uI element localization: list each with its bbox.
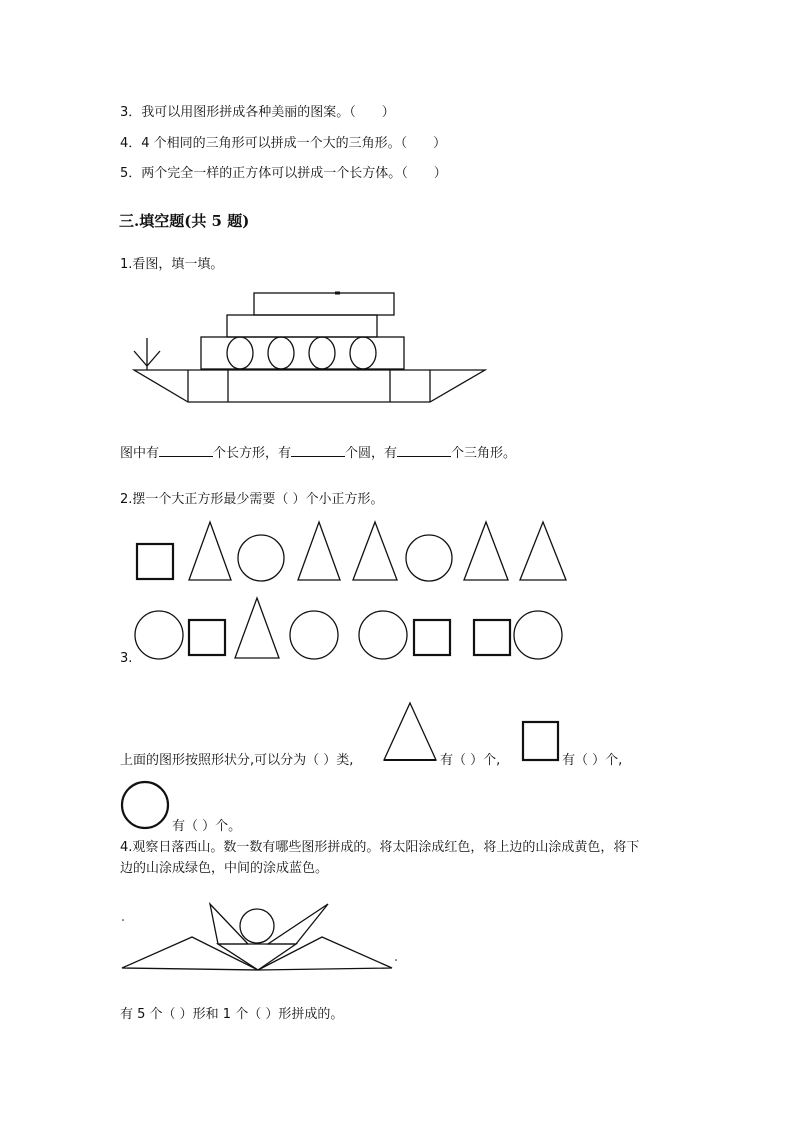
boat-figure xyxy=(130,288,490,408)
q1-text-3: 个圆，有 xyxy=(345,446,398,461)
square-icon xyxy=(521,720,561,764)
q1-fill-line xyxy=(120,444,516,462)
q1-text-4: 个三角形。 xyxy=(451,446,517,461)
triangle-icon xyxy=(384,700,440,764)
circle-icon xyxy=(120,780,172,832)
q3-text-a: 上面的图形按照形状分,可以分为（ ）类, xyxy=(120,753,354,768)
q3-shapes-row-1 xyxy=(130,518,580,588)
q3-text-b: 有（ ）个, xyxy=(440,753,501,768)
sunset-figure xyxy=(118,896,408,976)
judgement-item-3: 3．我可以用图形拼成各种美丽的图案。（ ） xyxy=(120,105,395,120)
q3-number: 3. xyxy=(120,651,133,666)
q1-blank-triangles[interactable] xyxy=(397,444,451,457)
q4-prompt-line-2: 边的山涂成绿色，中间的涂成蓝色。 xyxy=(120,861,329,876)
q1-blank-circles[interactable] xyxy=(291,444,345,457)
q2-prompt: 2.摆一个大正方形最少需要（ ）个小正方形。 xyxy=(120,492,384,507)
q3-text-d: 有（ ）个。 xyxy=(172,819,242,834)
q4-prompt-line-1: 4.观察日落西山。数一数有哪些图形拼成的。将太阳涂成红色，将上边的山涂成黄色，将下 xyxy=(120,840,640,855)
q1-text-1: 图中有 xyxy=(120,446,160,461)
q4-answer: 有 5 个（ ）形和 1 个（ ）形拼成的。 xyxy=(120,1007,344,1022)
q3-text-c: 有（ ）个, xyxy=(562,753,623,768)
q1-text-2: 个长方形，有 xyxy=(213,446,292,461)
judgement-item-4: 4．4 个相同的三角形可以拼成一个大的三角形。（ ） xyxy=(120,136,447,151)
q1-blank-rectangles[interactable] xyxy=(159,444,213,457)
q3-shapes-row-2 xyxy=(130,594,580,664)
q1-prompt: 1.看图，填一填。 xyxy=(120,257,224,272)
judgement-item-5: 5．两个完全一样的正方体可以拼成一个长方体。（ ） xyxy=(120,166,447,181)
section-title: 三.填空题(共 5 题) xyxy=(119,212,250,230)
